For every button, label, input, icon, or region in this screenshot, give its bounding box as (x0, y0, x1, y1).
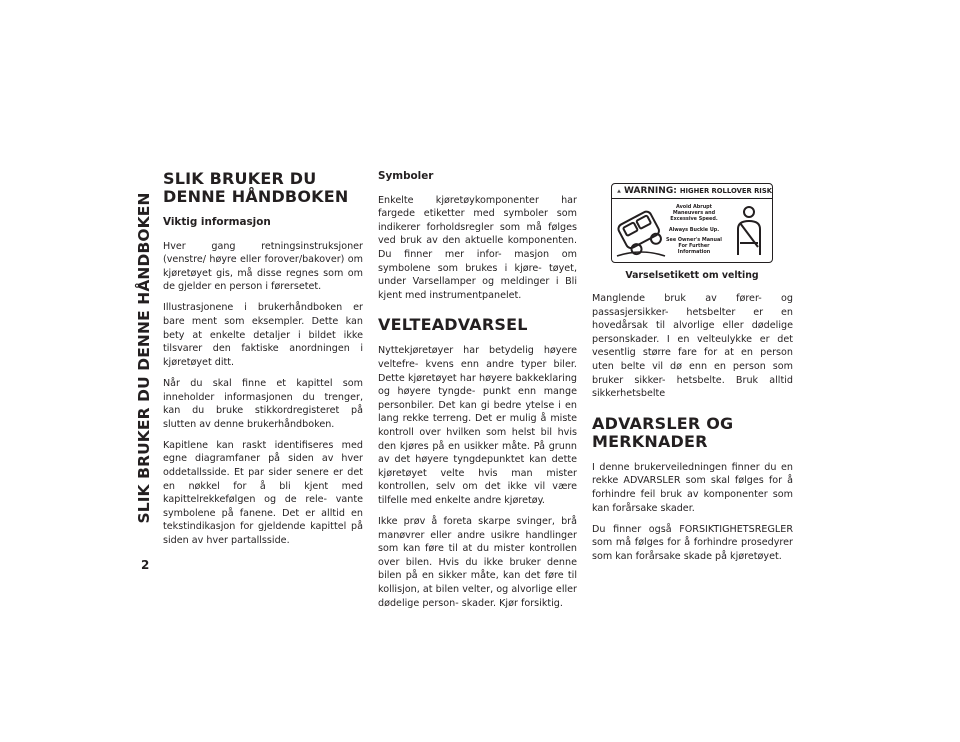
warning-line: See Owner's Manual For Further Information (666, 237, 722, 255)
column-left (163, 170, 363, 555)
warning-word: WARNING: (623, 186, 677, 196)
section-heading-warnings: ADVARSLER OG MERKNADER (592, 413, 734, 451)
section-heading-how-to-use: SLIK BRUKER DU DENNE HÅNDBOKEN (163, 169, 349, 206)
warning-line: Avoid Abrupt Maneuvers and Excessive Speed. (670, 204, 718, 222)
warning-label-text (665, 204, 723, 260)
rollover-car-icon (615, 202, 667, 260)
paragraph: Ikke prøv å foreta skarpe svinger, brå manøvrer eller andre usikre handlinger som kan føre til at du mister kontrollen over bilen. Hvis du ikke bruker denne bilen på en sikker måte, kan det føre til kollisjon, at bilen velter, og alvorlige eller dødelige person- skader. Kjør forsiktig. (378, 515, 577, 609)
subheading-important-info: Viktig informasjon (163, 216, 271, 228)
warning-title: HIGHER ROLLOVER RISK (679, 187, 772, 195)
paragraph: Illustrasjonene i brukerhåndboken er bare ment som eksempler. Dette kan bety at enkelte detaljer i bildet ikke tilsvarer den faktiske anordningen i kjøretøyet ditt. (163, 302, 363, 368)
subheading-symbols: Symboler (378, 170, 434, 182)
column-middle (378, 170, 577, 618)
warning-line: Always Buckle Up. (668, 226, 720, 233)
paragraph: I denne brukerveiledningen finner du en rekke ADVARSLER som skal følges for å forhindre feil bruk av komponenter som kan forårsake skader. (592, 461, 793, 514)
paragraph: Enkelte kjøretøykomponenter har fargede etiketter med symboler som indikerer forholdsregler som må følges ved bruk av den aktuelle komponenten. Du finner mer infor- masjon om symbolene som brukes i kjøre- tøyet, under Varsellamper og meldinger i Bli kjent med instrumentpanelet. (378, 194, 577, 301)
paragraph: Når du skal finne et kapittel som inneholder informasjonen du trenger, kan du bruke stikkordregisteret på slutten av denne brukerhåndboken. (163, 377, 363, 430)
paragraph: Nyttekjøretøyer har betydelig høyere veltefre- kvens enn andre typer biler. Dette kjøretøyet har høyere bakkeklaring og høyere tyngde- punkt enn mange personbiler. Det kan gi bedre ytelse i en lang rekke terreng. Det er mulig å miste kontroll over hvilken som helst bil hvis den kjøres på en usikker måte. På grunn av det høyere tyngdepunktet kan dette kjøretøyet velte hvis man mister kontrollen, selv om det ikke vil være tilfelle med enkelte andre kjøretøy. (378, 345, 577, 506)
paragraph: Du finner også FORSIKTIGHETSREGLER som må følges for å forhindre prosedyrer som kan forårsake skade på kjøretøyet. (592, 523, 793, 562)
warning-triangle-icon (617, 186, 621, 196)
rollover-warning-label (611, 183, 773, 263)
paragraph: Manglende bruk av fører- og passasjersikker- hetsbelter er en hovedårsak til alvorlige eller dødelige personskader. I en velteulykke er det vesentlig større fare for at en person uten belte vil dø enn en person som bruker sikker- hetsbelte. Bruk alltid sikkerhetsbelte (592, 293, 793, 400)
seatbelt-icon (730, 203, 768, 259)
paragraph: Kapitlene kan raskt identifiseres med egne diagramfaner på siden av hver oddetallsside. Et par sider senere er det en nøkkel for å bli kjent med kapittelrekkefølgen og de rele- vante symbolene på fanene. Det er alltid en tekstindikasjon for gjeldende kapittel på siden av hver partallsside. (163, 439, 363, 546)
section-heading-rollover: VELTEADVARSEL (378, 315, 528, 335)
chapter-side-tab (131, 168, 157, 548)
column-right (592, 292, 793, 571)
warning-label-header (612, 184, 772, 199)
paragraph: Hver gang retningsinstruksjoner (venstre/ høyre eller forover/bakover) om kjøretøyet gis, må disse regnes som om de gjelder en person i førersetet. (163, 240, 363, 293)
page-number: 2 (141, 558, 150, 572)
warning-label-body (612, 199, 772, 263)
chapter-side-tab-label: SLIK BRUKER DU DENNE HÅNDBOKEN (135, 192, 153, 524)
figure-caption: Varselsetikett om velting (625, 270, 759, 281)
